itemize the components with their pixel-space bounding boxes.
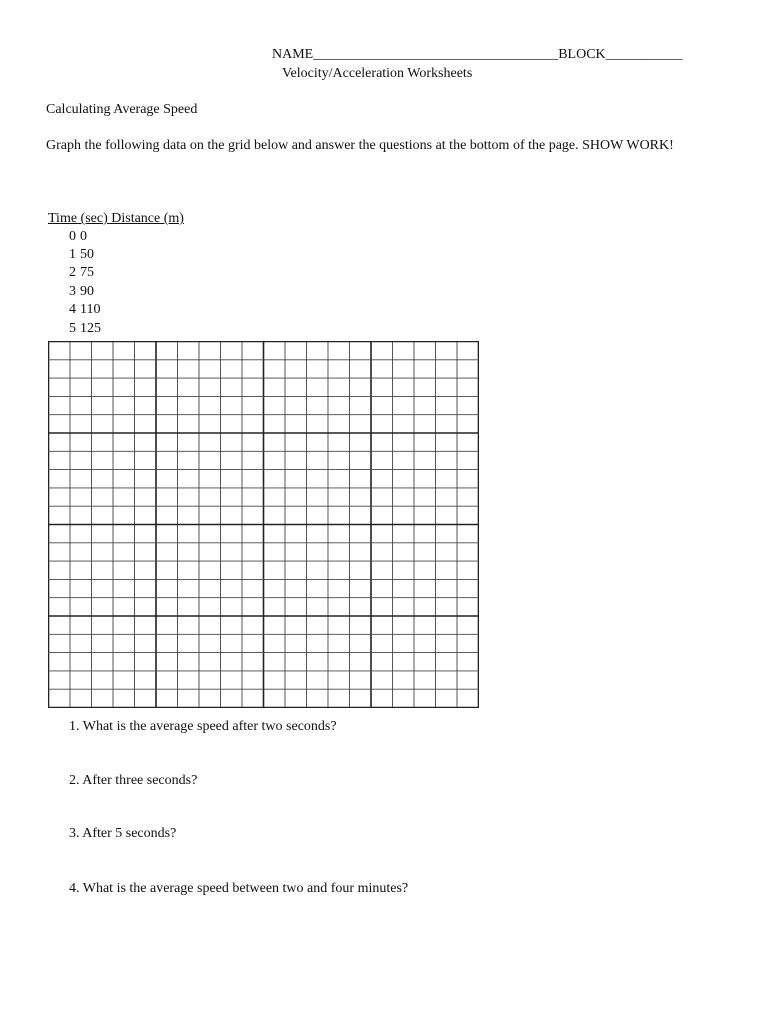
name-block-line[interactable]: NAME___________________________________BLOCK___________ (272, 47, 683, 62)
time-value: 4 (69, 302, 76, 317)
time-value: 3 (69, 284, 76, 299)
data-table-row (69, 246, 94, 264)
question-2: 2. After three seconds? (69, 773, 198, 788)
question-1: 1. What is the average speed after two seconds? (69, 719, 337, 734)
distance-value: 50 (80, 247, 94, 262)
distance-value: 110 (80, 302, 101, 317)
time-value: 5 (69, 321, 76, 336)
distance-value: 0 (80, 229, 87, 244)
time-value: 1 (69, 247, 76, 262)
time-value: 2 (69, 265, 76, 280)
data-table-row (69, 264, 94, 282)
distance-value: 125 (80, 321, 101, 336)
data-table-header: Time (sec) Distance (m) (48, 211, 184, 226)
data-table-row (69, 301, 100, 319)
instructions-text: Graph the following data on the grid below and answer the questions at the bottom of the page. SHOW WORK! (46, 138, 674, 153)
data-table-row (69, 283, 94, 301)
section-title: Calculating Average Speed (46, 102, 198, 117)
question-4: 4. What is the average speed between two and four minutes? (69, 881, 409, 896)
worksheet-subtitle: Velocity/Acceleration Worksheets (282, 66, 473, 81)
question-3: 3. After 5 seconds? (69, 826, 177, 841)
graph-grid[interactable] (48, 341, 479, 708)
data-table-row (69, 228, 87, 246)
distance-value: 90 (80, 284, 94, 299)
time-value: 0 (69, 229, 76, 244)
data-table-row (69, 320, 101, 338)
distance-value: 75 (80, 265, 94, 280)
